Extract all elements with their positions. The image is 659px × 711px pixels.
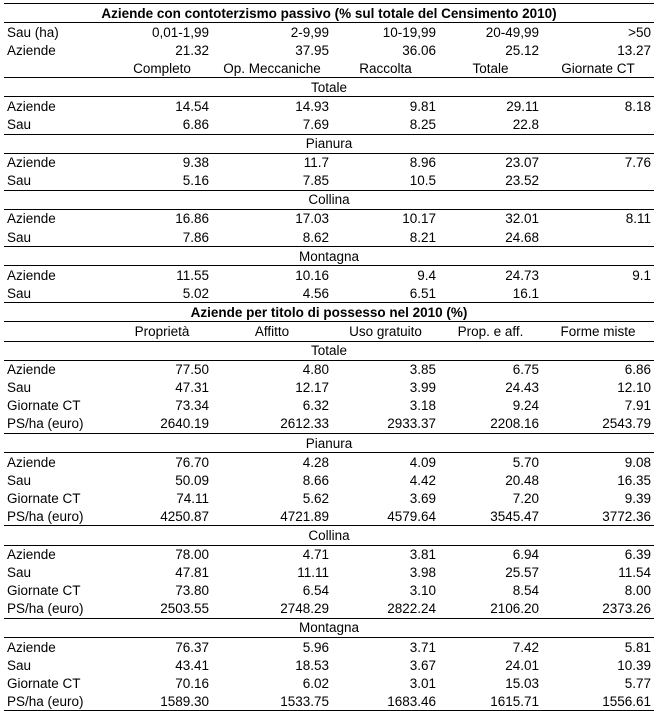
value-cell: 4.71	[302, 547, 329, 563]
value-cell: 73.80	[175, 583, 209, 599]
row-label: Giornate CT	[7, 675, 81, 691]
value-cell: 7.69	[302, 117, 329, 133]
region-header: Pianura	[4, 433, 654, 452]
value-cell: 32.01	[505, 211, 539, 227]
data-row	[4, 692, 654, 711]
data-row	[4, 564, 654, 582]
value-cell: 10.39	[617, 657, 652, 673]
value-cell: 16.1	[512, 285, 539, 301]
value-cell: 25.12	[505, 42, 539, 58]
value-cell: 2612.33	[280, 416, 329, 432]
data-row	[4, 97, 654, 116]
data-row	[4, 453, 654, 472]
value-cell: 2208.16	[490, 416, 539, 432]
data-row	[4, 674, 654, 692]
value-cell: 10.17	[402, 211, 436, 227]
value-cell	[542, 172, 654, 191]
value-cell: 8.21	[409, 229, 436, 245]
value-cell: 4.42	[409, 472, 436, 488]
value-cell: 9.81	[409, 98, 436, 114]
region-header: Collina	[4, 190, 654, 209]
value-cell	[542, 115, 654, 134]
value-cell: 11.54	[618, 565, 652, 581]
value-cell: 5.16	[182, 173, 209, 189]
row-label: Sau (ha)	[7, 24, 59, 40]
section-title-row	[4, 303, 654, 322]
value-cell: 3772.36	[602, 508, 652, 524]
value-cell: 3.69	[409, 490, 436, 506]
value-cell: 3.10	[409, 583, 436, 599]
value-cell: 6.32	[302, 398, 329, 414]
data-row	[4, 284, 654, 303]
value-cell: 11.7	[303, 155, 329, 171]
column-header: Op. Meccaniche	[223, 60, 321, 76]
value-cell: 4579.64	[387, 508, 436, 524]
row-label: Aziende	[7, 362, 56, 378]
value-cell: 3.01	[409, 675, 436, 691]
value-cell: 29.11	[506, 98, 539, 114]
value-cell: 1615.71	[439, 692, 542, 711]
column-header-blank	[4, 322, 112, 341]
value-cell: 1589.30	[112, 692, 212, 711]
value-cell: 5.96	[302, 639, 329, 655]
value-cell: 6.51	[409, 285, 436, 301]
data-row	[4, 379, 654, 397]
region-header: Pianura	[4, 134, 654, 153]
value-cell: 23.07	[505, 155, 539, 171]
value-cell: 43.41	[175, 657, 209, 673]
value-cell: 8.18	[624, 98, 652, 114]
value-cell: 17.03	[295, 211, 329, 227]
section-title: Aziende con contoterzismo passivo (% sul totale del Censimento 2010)	[4, 4, 654, 23]
row-label: Aziende	[7, 547, 56, 563]
value-cell: 5.70	[512, 454, 539, 470]
region-header: Montagna	[4, 247, 654, 266]
value-cell: 8.11	[625, 211, 652, 227]
data-row	[4, 397, 654, 415]
value-cell: 36.06	[402, 42, 436, 58]
region-header-row	[4, 526, 654, 545]
value-cell: 6.86	[182, 117, 209, 133]
value-cell: 7.91	[624, 398, 652, 414]
sau-class-cell: >50	[628, 24, 652, 40]
value-cell: 76.70	[175, 454, 209, 470]
row-label: Aziende	[7, 42, 56, 58]
data-row	[4, 489, 654, 507]
value-cell: 3.18	[409, 398, 436, 414]
value-cell: 9.38	[182, 155, 209, 171]
row-label: Giornate CT	[7, 583, 81, 599]
data-row	[4, 545, 654, 564]
sau-class-cell: 10-19,99	[382, 24, 436, 40]
value-cell: 4.09	[409, 454, 436, 470]
row-label: PS/ha (euro)	[7, 508, 84, 524]
row-label: PS/ha (euro)	[7, 416, 84, 432]
region-header: Montagna	[4, 618, 654, 637]
column-header-blank	[4, 59, 112, 78]
value-cell: 12.10	[617, 380, 652, 396]
value-cell: 4.80	[302, 362, 329, 378]
value-cell: 5.62	[302, 490, 329, 506]
value-cell: 24.01	[505, 657, 539, 673]
value-cell: 7.42	[512, 639, 539, 655]
value-cell: 7.86	[182, 229, 209, 245]
value-cell: 4.28	[302, 454, 329, 470]
data-row	[4, 266, 654, 285]
row-label: Giornate CT	[7, 398, 81, 414]
value-cell: 24.43	[505, 380, 539, 396]
value-cell: 1556.61	[542, 692, 654, 711]
value-cell: 5.02	[182, 285, 209, 301]
value-cell: 8.54	[512, 583, 539, 599]
statistics-table-body	[4, 4, 654, 711]
row-label: Aziende	[7, 454, 56, 470]
value-cell: 23.52	[505, 173, 539, 189]
value-cell: 1533.75	[212, 692, 332, 711]
value-cell: 6.39	[624, 547, 652, 563]
value-cell: 9.39	[624, 490, 652, 506]
row-label: Sau	[7, 380, 32, 396]
region-header-row	[4, 433, 654, 452]
row-label: Aziende	[7, 639, 56, 655]
value-cell: 2640.19	[160, 416, 209, 432]
region-header-row	[4, 618, 654, 637]
value-cell: 8.96	[409, 155, 436, 171]
column-header-row	[4, 322, 654, 341]
value-cell: 9.1	[632, 267, 652, 283]
value-cell: 77.50	[175, 362, 209, 378]
data-row	[4, 115, 654, 134]
value-cell: 50.09	[175, 472, 209, 488]
data-row	[4, 471, 654, 489]
value-cell: 7.85	[302, 173, 329, 189]
data-row	[4, 582, 654, 600]
value-cell: 6.75	[512, 362, 539, 378]
row-label: Aziende	[7, 211, 56, 227]
value-cell: 2933.37	[387, 416, 436, 432]
column-header: Totale	[472, 60, 509, 76]
value-cell: 76.37	[175, 639, 209, 655]
region-header: Collina	[4, 526, 654, 545]
value-cell: 3.67	[409, 657, 436, 673]
value-cell: 6.86	[624, 362, 652, 378]
column-header: Completo	[133, 60, 191, 76]
sau-classes-row	[4, 23, 654, 42]
column-header: Proprietà	[134, 323, 190, 339]
value-cell: 74.11	[176, 490, 209, 506]
value-cell: 13.27	[617, 42, 652, 58]
data-row	[4, 153, 654, 172]
value-cell: 9.24	[512, 398, 539, 414]
region-header-row	[4, 134, 654, 153]
value-cell: 70.16	[175, 675, 209, 691]
row-label: PS/ha (euro)	[7, 601, 84, 617]
section-title: Aziende per titolo di possesso nel 2010 (%)	[4, 303, 654, 322]
row-label: Sau	[7, 117, 32, 133]
value-cell: 3.81	[409, 547, 436, 563]
column-header: Giornate CT	[561, 60, 635, 76]
value-cell: 12.17	[295, 380, 329, 396]
value-cell: 4.56	[302, 285, 329, 301]
column-header: Uso gratuito	[349, 323, 422, 339]
row-label: Aziende	[7, 98, 56, 114]
column-header: Forme miste	[560, 323, 636, 339]
value-cell: 8.62	[302, 229, 329, 245]
value-cell: 2106.20	[490, 601, 539, 617]
value-cell: 47.81	[175, 565, 209, 581]
statistics-document	[4, 3, 654, 711]
value-cell: 14.54	[175, 98, 209, 114]
data-row	[4, 507, 654, 526]
value-cell: 18.53	[295, 657, 329, 673]
value-cell: 2503.55	[160, 601, 209, 617]
row-label: Sau	[7, 173, 32, 189]
row-label: Sau	[7, 565, 32, 581]
value-cell: 24.68	[505, 229, 539, 245]
value-cell: 8.66	[302, 472, 329, 488]
sau-class-cell: 2-9,99	[290, 24, 329, 40]
value-cell: 21.32	[175, 42, 209, 58]
value-cell: 7.76	[624, 155, 652, 171]
value-cell: 3.98	[409, 565, 436, 581]
value-cell: 24.73	[505, 267, 539, 283]
row-label: Sau	[7, 472, 32, 488]
value-cell: 15.03	[505, 675, 539, 691]
value-cell: 4250.87	[160, 508, 209, 524]
value-cell: 16.86	[175, 211, 209, 227]
region-header-row	[4, 247, 654, 266]
row-label: Sau	[7, 285, 32, 301]
data-row	[4, 415, 654, 434]
value-cell: 20.48	[505, 472, 539, 488]
data-row	[4, 638, 654, 657]
region-header: Totale	[4, 341, 654, 360]
value-cell: 9.4	[417, 267, 436, 283]
value-cell: 2822.24	[387, 601, 436, 617]
data-row	[4, 228, 654, 247]
value-cell: 5.81	[624, 639, 652, 655]
value-cell: 10.16	[295, 267, 329, 283]
value-cell: 3.99	[409, 380, 436, 396]
row-label: Giornate CT	[7, 490, 81, 506]
value-cell: 22.8	[512, 117, 539, 133]
region-header-row	[4, 78, 654, 97]
value-cell: 6.54	[302, 583, 329, 599]
region-header: Totale	[4, 78, 654, 97]
value-cell: 37.95	[295, 42, 329, 58]
row-label: PS/ha (euro)	[4, 692, 112, 711]
data-row	[4, 600, 654, 619]
value-cell: 9.08	[624, 454, 652, 470]
value-cell: 8.00	[624, 583, 652, 599]
row-label: Aziende	[7, 267, 56, 283]
region-header-row	[4, 190, 654, 209]
data-row	[4, 360, 654, 379]
column-header: Affitto	[254, 323, 290, 339]
value-cell: 1683.46	[332, 692, 439, 711]
row-label: Aziende	[7, 155, 56, 171]
value-cell: 11.11	[297, 565, 329, 581]
value-cell	[542, 284, 654, 303]
value-cell	[542, 228, 654, 247]
value-cell: 47.31	[175, 380, 209, 396]
column-header-row	[4, 59, 654, 78]
value-cell: 8.25	[409, 117, 436, 133]
value-cell: 73.34	[175, 398, 209, 414]
value-cell: 3545.47	[490, 508, 539, 524]
value-cell: 78.00	[175, 547, 209, 563]
value-cell: 2748.29	[280, 601, 329, 617]
data-row	[4, 172, 654, 191]
value-cell: 4721.89	[280, 508, 329, 524]
value-cell: 16.35	[617, 472, 652, 488]
column-header: Raccolta	[359, 60, 412, 76]
value-cell: 10.5	[409, 173, 436, 189]
value-cell: 6.94	[512, 547, 539, 563]
value-cell: 7.20	[512, 490, 539, 506]
sau-class-cell: 0,01-1,99	[151, 24, 209, 40]
statistics-table	[4, 3, 654, 711]
value-cell: 3.71	[409, 639, 436, 655]
value-cell: 14.93	[295, 98, 329, 114]
value-cell: 5.77	[624, 675, 652, 691]
row-label: Sau	[7, 229, 32, 245]
region-header-row	[4, 341, 654, 360]
row-label: Sau	[7, 657, 32, 673]
section-title-row	[4, 4, 654, 23]
value-cell: 11.55	[176, 267, 209, 283]
value-cell: 25.57	[505, 565, 539, 581]
value-cell: 3.85	[409, 362, 436, 378]
value-cell: 2543.79	[602, 416, 652, 432]
column-header: Prop. e aff.	[457, 323, 524, 339]
sau-class-cell: 20-49,99	[485, 24, 539, 40]
data-row	[4, 656, 654, 674]
value-cell: 6.02	[302, 675, 329, 691]
value-cell: 2373.26	[602, 601, 652, 617]
data-row	[4, 209, 654, 228]
aziende-by-class-row	[4, 41, 654, 59]
